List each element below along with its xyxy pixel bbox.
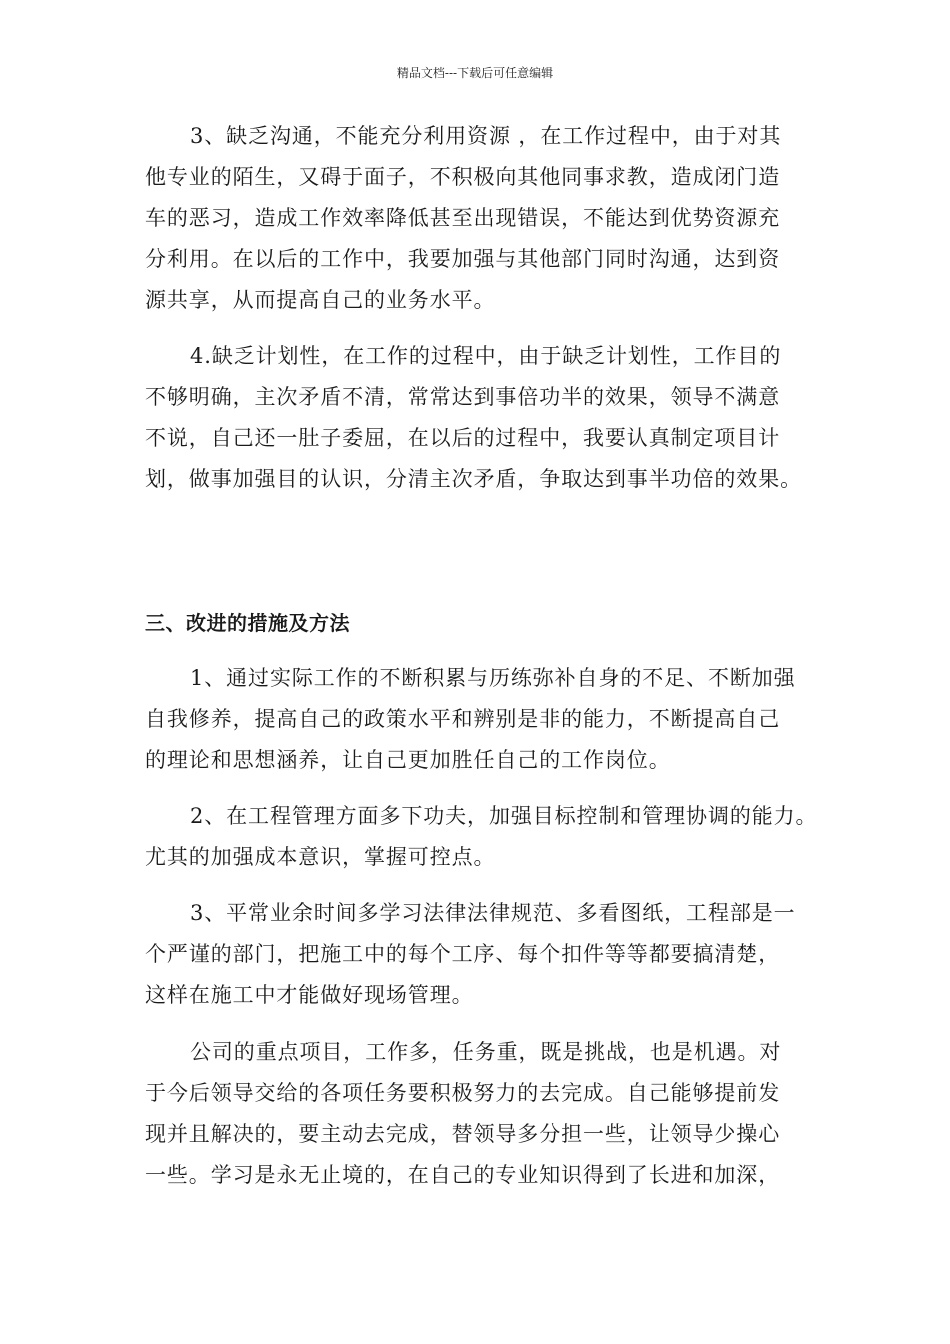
text-line: 不说，自己还一肚子委屈，在以后的过程中，我要认真制定项目计 [145, 426, 781, 450]
text-line: 车的恶习，造成工作效率降低甚至出现错误，不能达到优势资源充 [145, 206, 781, 230]
text-line: 分利用。在以后的工作中，我要加强与其他部门同时沟通，达到资 [145, 247, 781, 271]
section-heading: 三、改进的措施及方法 [145, 611, 350, 635]
text-line: 划，做事加强目的认识，分清主次矛盾，争取达到事半功倍的效果。 [145, 467, 802, 491]
text-line: 3、缺乏沟通，不能充分利用资源 ，在工作过程中，由于对其 [190, 124, 782, 148]
text-line: 不够明确，主次矛盾不清，常常达到事倍功半的效果，领导不满意 [145, 385, 781, 409]
text-line: 公司的重点项目，工作多，任务重，既是挑战，也是机遇。对 [190, 1040, 782, 1064]
text-line: 2、在工程管理方面多下功夫，加强目标控制和管理协调的能力。 [190, 804, 818, 828]
text-line: 他专业的陌生，又碍于面子，不积极向其他同事求教，造成闭门造 [145, 165, 781, 189]
text-line: 现并且解决的，要主动去完成，替领导多分担一些，让领导少操心 [145, 1122, 781, 1146]
text-line: 1、通过实际工作的不断积累与历练弥补自身的不足、不断加强 [190, 666, 796, 690]
text-line: 尤其的加强成本意识，掌握可控点。 [145, 845, 496, 869]
text-line: 自我修养，提高自己的政策水平和辨别是非的能力，不断提高自己 [145, 707, 781, 731]
text-line: 于今后领导交给的各项任务要积极努力的去完成。自己能够提前发 [145, 1081, 781, 1105]
text-line: 源共享，从而提高自己的业务水平。 [145, 288, 496, 312]
text-line: 4.缺乏计划性，在工作的过程中，由于缺乏计划性，工作目的 [190, 344, 782, 368]
text-line: 3、平常业余时间多学习法律法律规范、多看图纸，工程部是一 [190, 901, 796, 925]
text-line: 这样在施工中才能做好现场管理。 [145, 983, 474, 1007]
text-line: 一些。学习是永无止境的，在自己的专业知识得到了长进和加深， [145, 1163, 781, 1187]
page-header: 精品文档---下载后可任意编辑 [396, 66, 554, 80]
text-line: 的理论和思想涵养，让自己更加胜任自己的工作岗位。 [145, 748, 671, 772]
text-line: 个严谨的部门，把施工中的每个工序、每个扣件等等都要搞清楚， [145, 942, 781, 966]
